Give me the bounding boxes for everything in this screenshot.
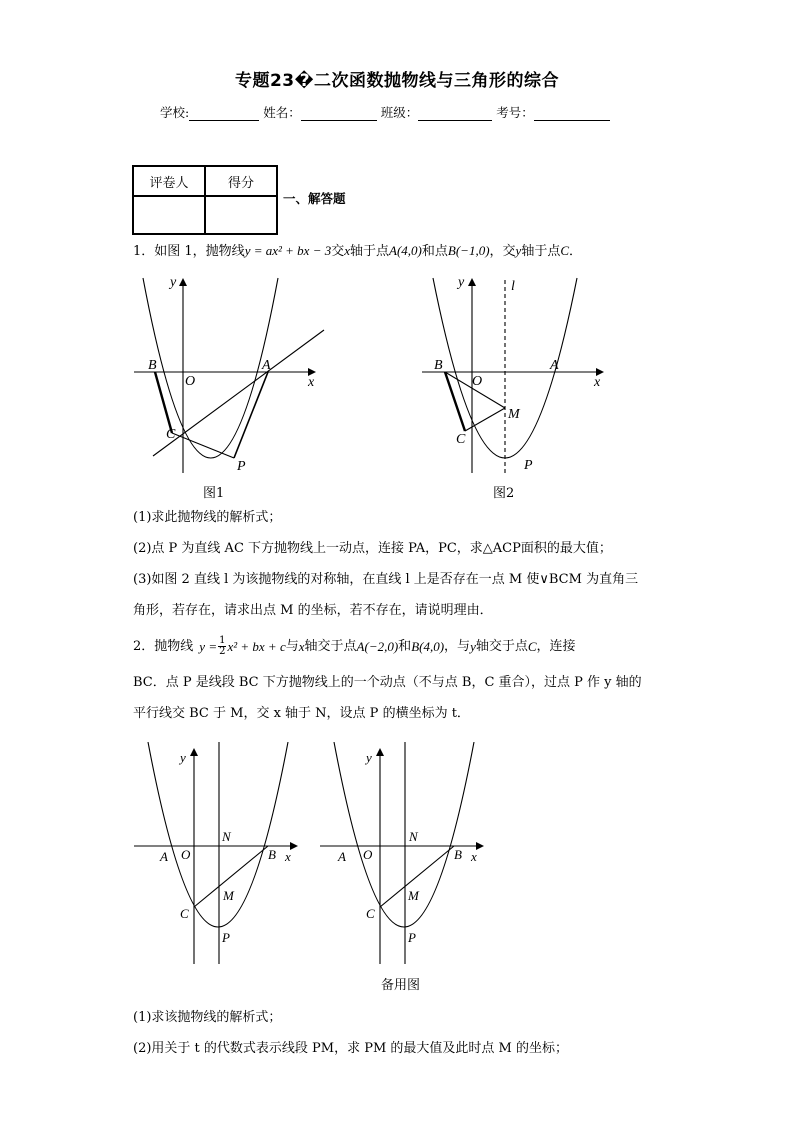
label-a: A [550, 358, 559, 373]
class-field[interactable] [418, 106, 492, 121]
q1-text: ． [569, 244, 583, 259]
parabola [334, 742, 474, 927]
label-p: P [222, 930, 230, 945]
label-n: N [222, 829, 231, 844]
segment-pa [234, 372, 268, 458]
section-heading: 一、解答题 [283, 191, 346, 206]
label-y: y [458, 275, 465, 290]
q2-stem-line2: BC．点 P 是线段 BC 下方抛物线上的一个动点（不与点 B，C 重合），过点 P 作 y 轴的 [133, 675, 642, 690]
q2-sub2: (2)用关于 t 的代数式表示线段 PM，求 PM 的最大值及此时点 M 的坐标； [133, 1041, 568, 1056]
fig1-caption: 图1 [203, 486, 225, 501]
reviewer-cell[interactable] [133, 196, 205, 234]
q2-sub1: (1)求该抛物线的解析式； [133, 1010, 282, 1025]
segment-cp [172, 433, 234, 458]
q1-point-b: B(−1,0) [447, 243, 490, 258]
y-axis-arrow [190, 748, 198, 756]
label-o: O [181, 847, 191, 862]
reviewer-header: 评卷人 [133, 166, 205, 196]
q1-text: ，交 [489, 244, 516, 259]
class-label: 班级： [380, 105, 419, 120]
label-b: B [434, 358, 443, 373]
label-x: x [594, 375, 601, 390]
score-cell[interactable] [205, 196, 277, 234]
q1-equation: y = ax² + bx − 3 [244, 243, 332, 258]
y-axis-arrow [376, 748, 384, 756]
q1-text: 轴于点 [521, 244, 561, 259]
y-axis-arrow [468, 278, 476, 286]
school-field[interactable] [189, 106, 259, 121]
label-y: y [170, 275, 177, 290]
q2-figure-spare [316, 742, 494, 968]
q1-point-a: A(4,0) [389, 243, 422, 258]
label-b: B [454, 847, 462, 862]
q1-figure-1 [128, 268, 338, 480]
label-y: y [180, 750, 186, 765]
label-c: C [180, 906, 189, 921]
q2-figure-main [130, 742, 308, 968]
name-field[interactable] [301, 106, 377, 121]
q1-number: 1． [133, 244, 155, 259]
school-label: 学校: [160, 105, 190, 120]
q1-sub1: (1)求此抛物线的解析式； [133, 510, 282, 525]
student-info-line [160, 103, 614, 121]
x-axis-arrow [476, 842, 484, 850]
q2-text: 轴交于点 [304, 638, 357, 654]
segment-cm [465, 408, 505, 431]
label-x: x [308, 375, 315, 390]
y-axis-arrow [179, 278, 187, 286]
q2-var-x: x [298, 638, 305, 654]
q1-text: 如图 1，抛物线 [154, 244, 245, 259]
segment-bc [155, 372, 172, 433]
label-a: A [262, 358, 271, 373]
label-m: M [408, 888, 419, 903]
page-title: 专题23�二次函数抛物线与三角形的综合 [234, 71, 560, 91]
label-b: B [148, 358, 157, 373]
label-p: P [524, 458, 533, 473]
q2-point-b: B(4,0) [411, 638, 445, 654]
label-c: C [166, 427, 176, 442]
q2-stem-line3: 平行线交 BC 于 M，交 x 轴于 N，设点 P 的横坐标为 t． [133, 706, 470, 721]
line-ac [153, 330, 324, 456]
q1-text: 和点 [421, 244, 448, 259]
label-o: O [185, 374, 196, 389]
q2-text: 和 [398, 638, 412, 654]
label-a: A [160, 849, 168, 864]
label-x: x [285, 849, 291, 864]
q2-eq-y: y = [199, 638, 218, 654]
q1-var-x: x [344, 243, 351, 258]
q1-sub2: (2)点 P 为直线 AC 下方抛物线上一动点，连接 PA，PC，求△ACP面积的最大值； [133, 541, 612, 556]
score-table [132, 165, 278, 235]
q2-point-c: C [527, 638, 537, 654]
q2-text: 轴交于点 [475, 638, 528, 654]
label-l: l [511, 279, 515, 294]
q1-point-c: C [560, 243, 570, 258]
label-x: x [471, 849, 477, 864]
label-a: A [338, 849, 346, 864]
q1-text: 轴于点 [350, 244, 390, 259]
q2-var-y: y [470, 638, 476, 654]
name-label: 姓名： [263, 105, 301, 120]
q1-text: 交 [331, 244, 345, 259]
q2-eq-fraction: $\frac{1}{2}$ [219, 635, 226, 657]
label-c: C [456, 432, 466, 447]
q2-number: 2． [133, 638, 155, 654]
segment-bc [445, 372, 465, 431]
q1-sub3-line2: 角形，若存在，请求出点 M 的坐标，若不存在，请说明理由． [133, 603, 493, 618]
label-p: P [408, 930, 416, 945]
label-b: B [268, 847, 276, 862]
q2-eq-rest: x² + bx + c [227, 638, 286, 654]
q2-text: 与 [285, 638, 299, 654]
q1-stem [133, 241, 582, 262]
label-y: y [366, 750, 372, 765]
label-m: M [508, 407, 520, 422]
label-p: P [237, 459, 246, 474]
label-m: M [223, 888, 234, 903]
q2-stem-line1 [133, 636, 576, 657]
q2-text: 抛物线 [154, 638, 194, 654]
q2-text: ，与 [444, 638, 471, 654]
q2-text: ，连接 [536, 638, 576, 654]
label-o: O [363, 847, 373, 862]
label-n: N [409, 829, 418, 844]
parabola [148, 742, 288, 927]
exam-number-label: 考号： [496, 105, 534, 120]
exam-number-field[interactable] [534, 106, 610, 121]
score-header: 得分 [205, 166, 277, 196]
q1-sub3-line1: (3)如图 2 直线 l 为该抛物线的对称轴，在直线 l 上是否存在一点 M 使∨BCM 为直角三 [133, 572, 639, 587]
q1-var-y: y [515, 243, 522, 258]
fig2-caption: 图2 [493, 486, 515, 501]
x-axis-arrow [290, 842, 298, 850]
parabola [143, 278, 278, 458]
spare-figure-caption: 备用图 [381, 978, 421, 993]
label-o: O [472, 374, 483, 389]
q2-point-a: A(−2,0) [356, 638, 399, 654]
label-c: C [366, 906, 375, 921]
q1-figure-2 [416, 268, 616, 480]
